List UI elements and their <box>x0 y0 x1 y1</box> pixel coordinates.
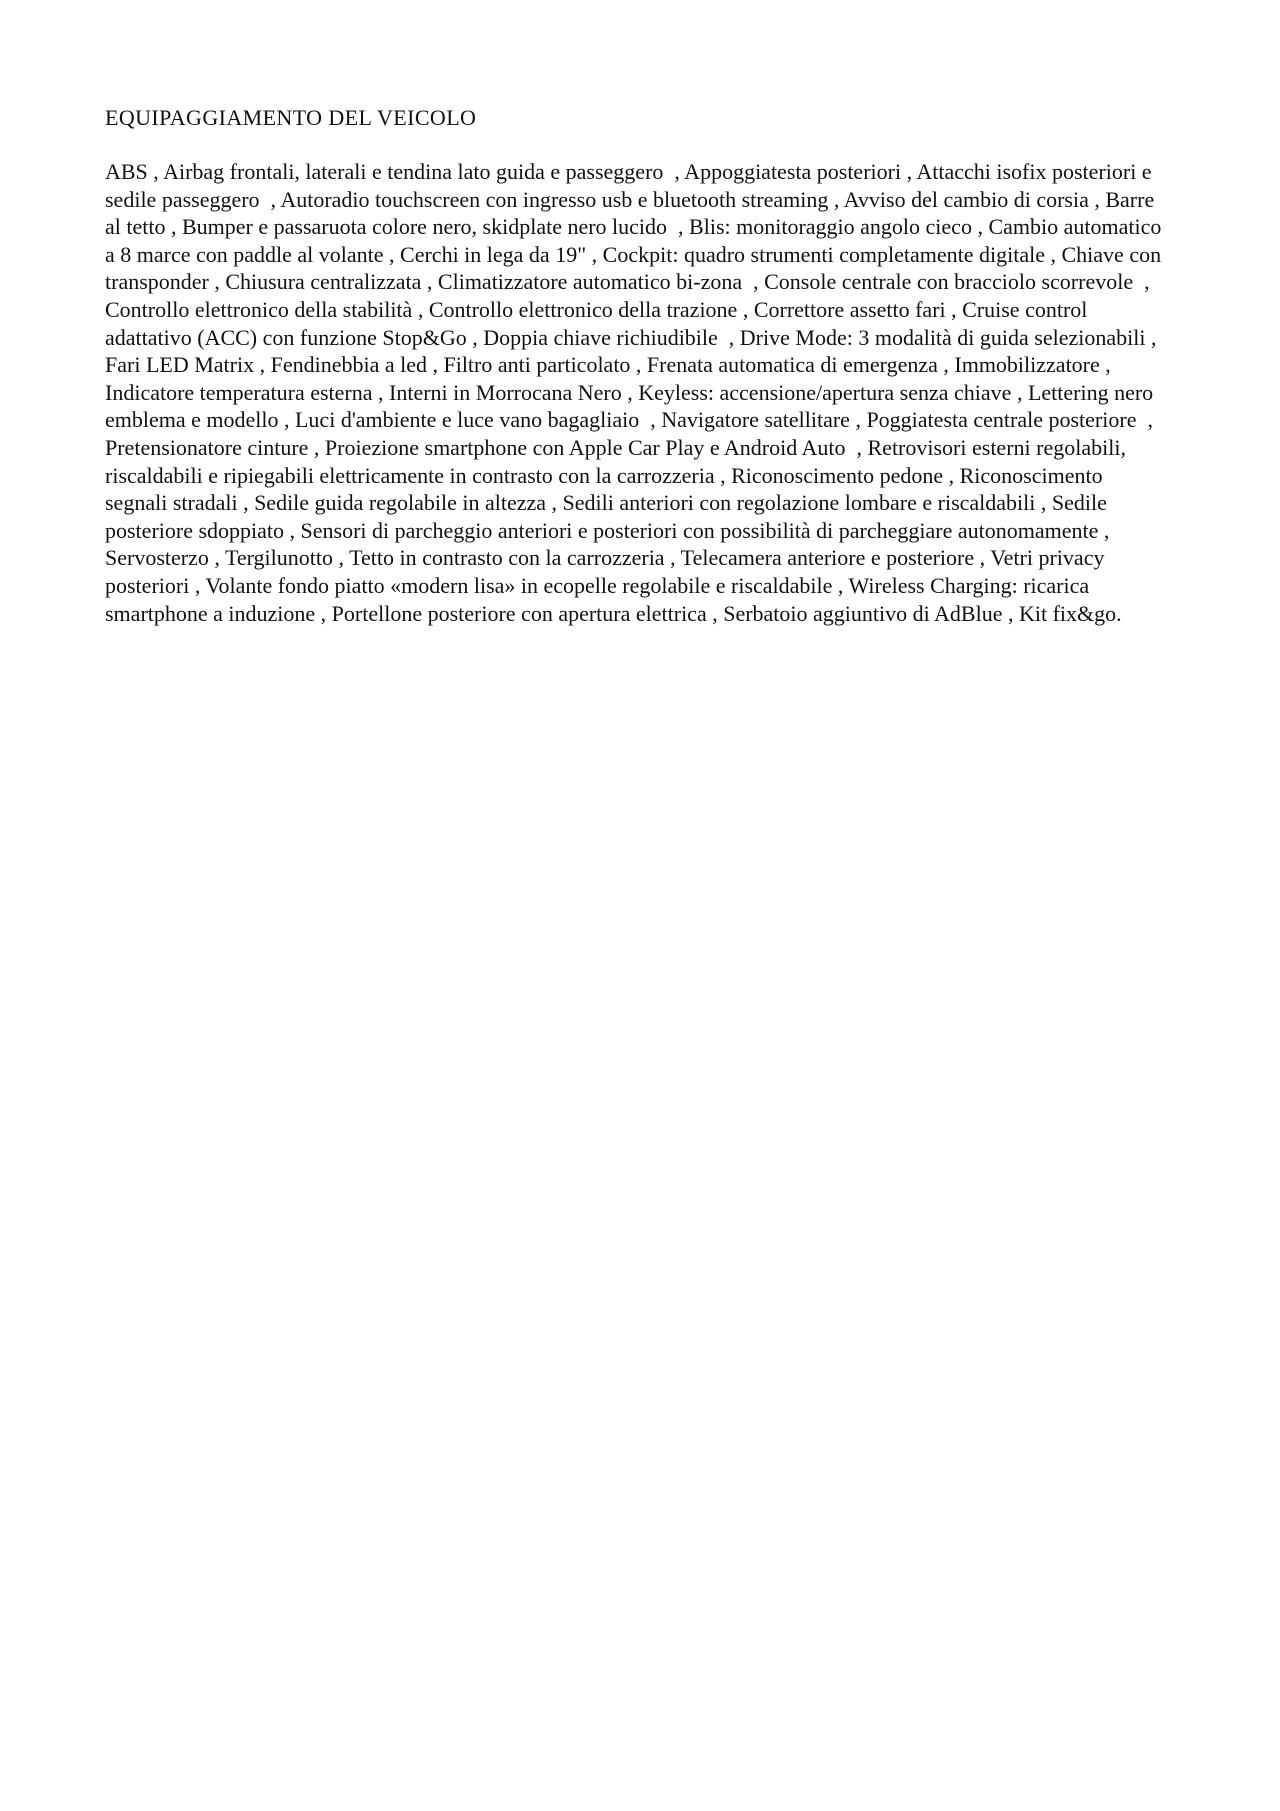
document-title: EQUIPAGGIAMENTO DEL VEICOLO <box>105 105 477 130</box>
vehicle-equipment-paragraph: ABS , Airbag frontali, laterali e tendina lato guida e passeggero , Appoggiatesta posteriori , Attacchi isofix posteriori e sedile passeggero , Autoradio touchscreen con ingresso usb e bluetooth streaming , Avviso del cambio di corsia , Barre al tetto , Bumper e passaruota colore nero, skidplate nero lucido , Blis: monitoraggio angolo cieco , Cambio automatico a 8 marce con paddle al volante , Cerchi in lega da 19" , Cockpit: quadro strumenti completamente digitale , Chiave con transponder , Chiusura centralizzata , Climatizzatore automatico bi-zona , Console centrale con bracciolo scorrevole , Controllo elettronico della stabilità , Controllo elettronico della trazione , Correttore assetto fari , Cruise control adattativo (ACC) con funzione Stop&Go , Doppia chiave richiudibile , Drive Mode: 3 modalità di guida selezionabili , Fari LED Matrix , Fendinebbia a led , Filtro anti particolato , Frenata automatica di emergenza , Immobilizzatore , Indicatore temperatura esterna , Interni in Morrocana Nero , Keyless: accensione/apertura senza chiave , Lettering nero emblema e modello , Luci d'ambiente e luce vano bagagliaio , Navigatore satellitare , Poggiatesta centrale posteriore , Pretensionatore cinture , Proiezione smartphone con Apple Car Play e Android Auto , Retrovisori esterni regolabili, riscaldabili e ripiegabili elettricamente in contrasto con la carrozzeria , Riconoscimento pedone , Riconoscimento segnali stradali , Sedile guida regolabile in altezza , Sedili anteriori con regolazione lombare e riscaldabili , Sedile posteriore sdoppiato , Sensori di parcheggio anteriori e posteriori con possibilità di parcheggiare autonomamente , Servosterzo , Tergilunotto , Tetto in contrasto con la carrozzeria , Telecamera anteriore e posteriore , Vetri privacy posteriori , Volante fondo piatto «modern lisa» in ecopelle regolabile e riscaldabile , Wireless Charging: ricarica smartphone a induzione , Portellone posteriore con apertura elettrica , Serbatoio aggiuntivo di AdBlue , Kit fix&go. <box>105 159 1167 626</box>
